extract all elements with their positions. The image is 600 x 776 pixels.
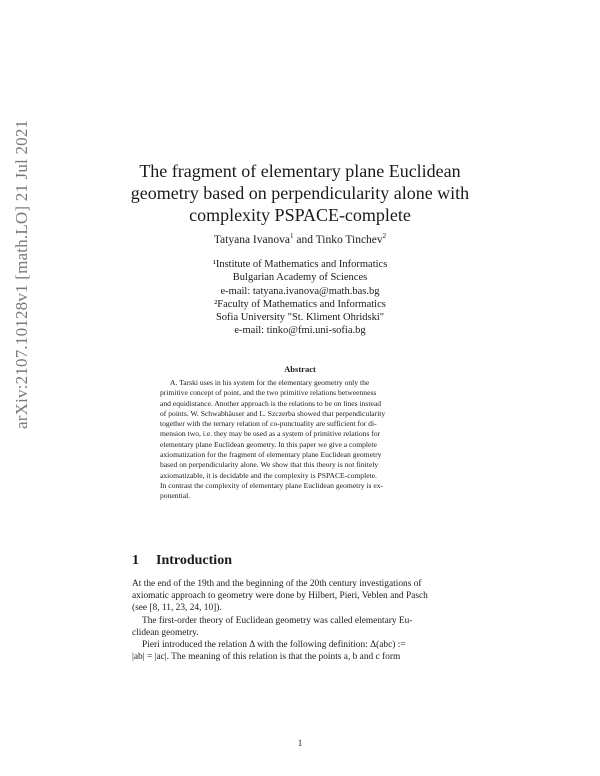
section-heading <box>132 553 232 569</box>
affiliation-line: Sofia University "St. Kliment Ohridski" <box>215 312 385 324</box>
author-1-mark: 1 <box>289 232 294 241</box>
author-conjunction: and <box>293 234 316 246</box>
abstract-line: axiomatization for the fragment of elementary plane Euclidean geometry <box>160 450 382 460</box>
author-2: Tinko Tinchev <box>315 234 383 246</box>
abstract-line: ponential. <box>160 491 191 501</box>
section-number: 1 <box>132 553 139 568</box>
author-1: Tatyana Ivanova <box>213 234 290 246</box>
abstract-line: together with the ternary relation of co-punctuality are sufficient for di- <box>160 419 377 429</box>
paper-title <box>110 160 490 226</box>
abstract-line: In contrast the complexity of elementary plane Euclidean geometry is ex- <box>160 480 384 490</box>
body-line: |ab| = |ac|. The meaning of this relation is that the points a, b and c form <box>132 652 401 663</box>
affiliation-line: ²Faculty of Mathematics and Informatics <box>214 298 386 310</box>
affiliation-line: Bulgarian Academy of Sciences <box>232 272 368 284</box>
page-number: 1 <box>297 738 303 748</box>
body-line: axiomatic approach to geometry were done by Hilbert, Pieri, Veblen and Pasch <box>132 591 428 602</box>
body-line: clidean geometry. <box>132 627 199 638</box>
body-line: (see [8, 11, 23, 24, 10]). <box>132 603 222 614</box>
abstract-line: based on perpendicularity alone. We show that this theory is not finitely <box>160 460 379 470</box>
affiliations <box>110 258 490 338</box>
abstract-line: A. Tarski uses in his system for the elementary geometry only the <box>170 378 370 387</box>
body-line: The first-order theory of Euclidean geometry was called elementary Eu- <box>142 615 413 626</box>
abstract-line: elementary plane Euclidean geometry. In this paper we give a complete <box>160 439 377 449</box>
abstract-line: primitive concept of point, and the two primitive relations betweenness <box>160 388 377 398</box>
body-text <box>132 578 470 663</box>
section-title: Introduction <box>156 553 232 568</box>
authors <box>110 234 490 246</box>
abstract-line: of points. W. Schwabhäuser and L. Szczerba showed that perpendicularity <box>160 408 386 418</box>
title-line: complexity PSPACE-complete <box>189 205 411 225</box>
body-line: At the end of the 19th and the beginning of the 20th century investigations of <box>132 579 422 589</box>
title-line: geometry based on perpendicularity alone with <box>130 183 470 203</box>
arxiv-identifier: arXiv:2107.10128v1 [math.LO] 21 Jul 2021 <box>12 120 31 430</box>
abstract-body <box>160 378 440 502</box>
abstract-line: axiomatizable, it is decidable and the complexity is PSPACE-complete. <box>160 470 377 480</box>
author-2-mark: 2 <box>382 232 387 241</box>
title-line: The fragment of elementary plane Euclidean <box>139 161 461 181</box>
abstract-line: mension two, i.e. they may be used as a system of primitive relations for <box>160 429 381 439</box>
body-line: Pieri introduced the relation Δ with the following definition: Δ(abc) := <box>142 640 406 651</box>
arxiv-sidebar <box>4 120 44 600</box>
abstract-heading: Abstract <box>284 364 316 374</box>
affiliation-email: e-mail: tatyana.ivanova@math.bas.bg <box>220 285 380 297</box>
affiliation-line: ¹Institute of Mathematics and Informatics <box>212 259 388 270</box>
affiliation-email: e-mail: tinko@fmi.uni-sofia.bg <box>234 325 366 337</box>
abstract-line: and equidistance. Another approach is the relations to be on lines instead <box>160 398 382 408</box>
